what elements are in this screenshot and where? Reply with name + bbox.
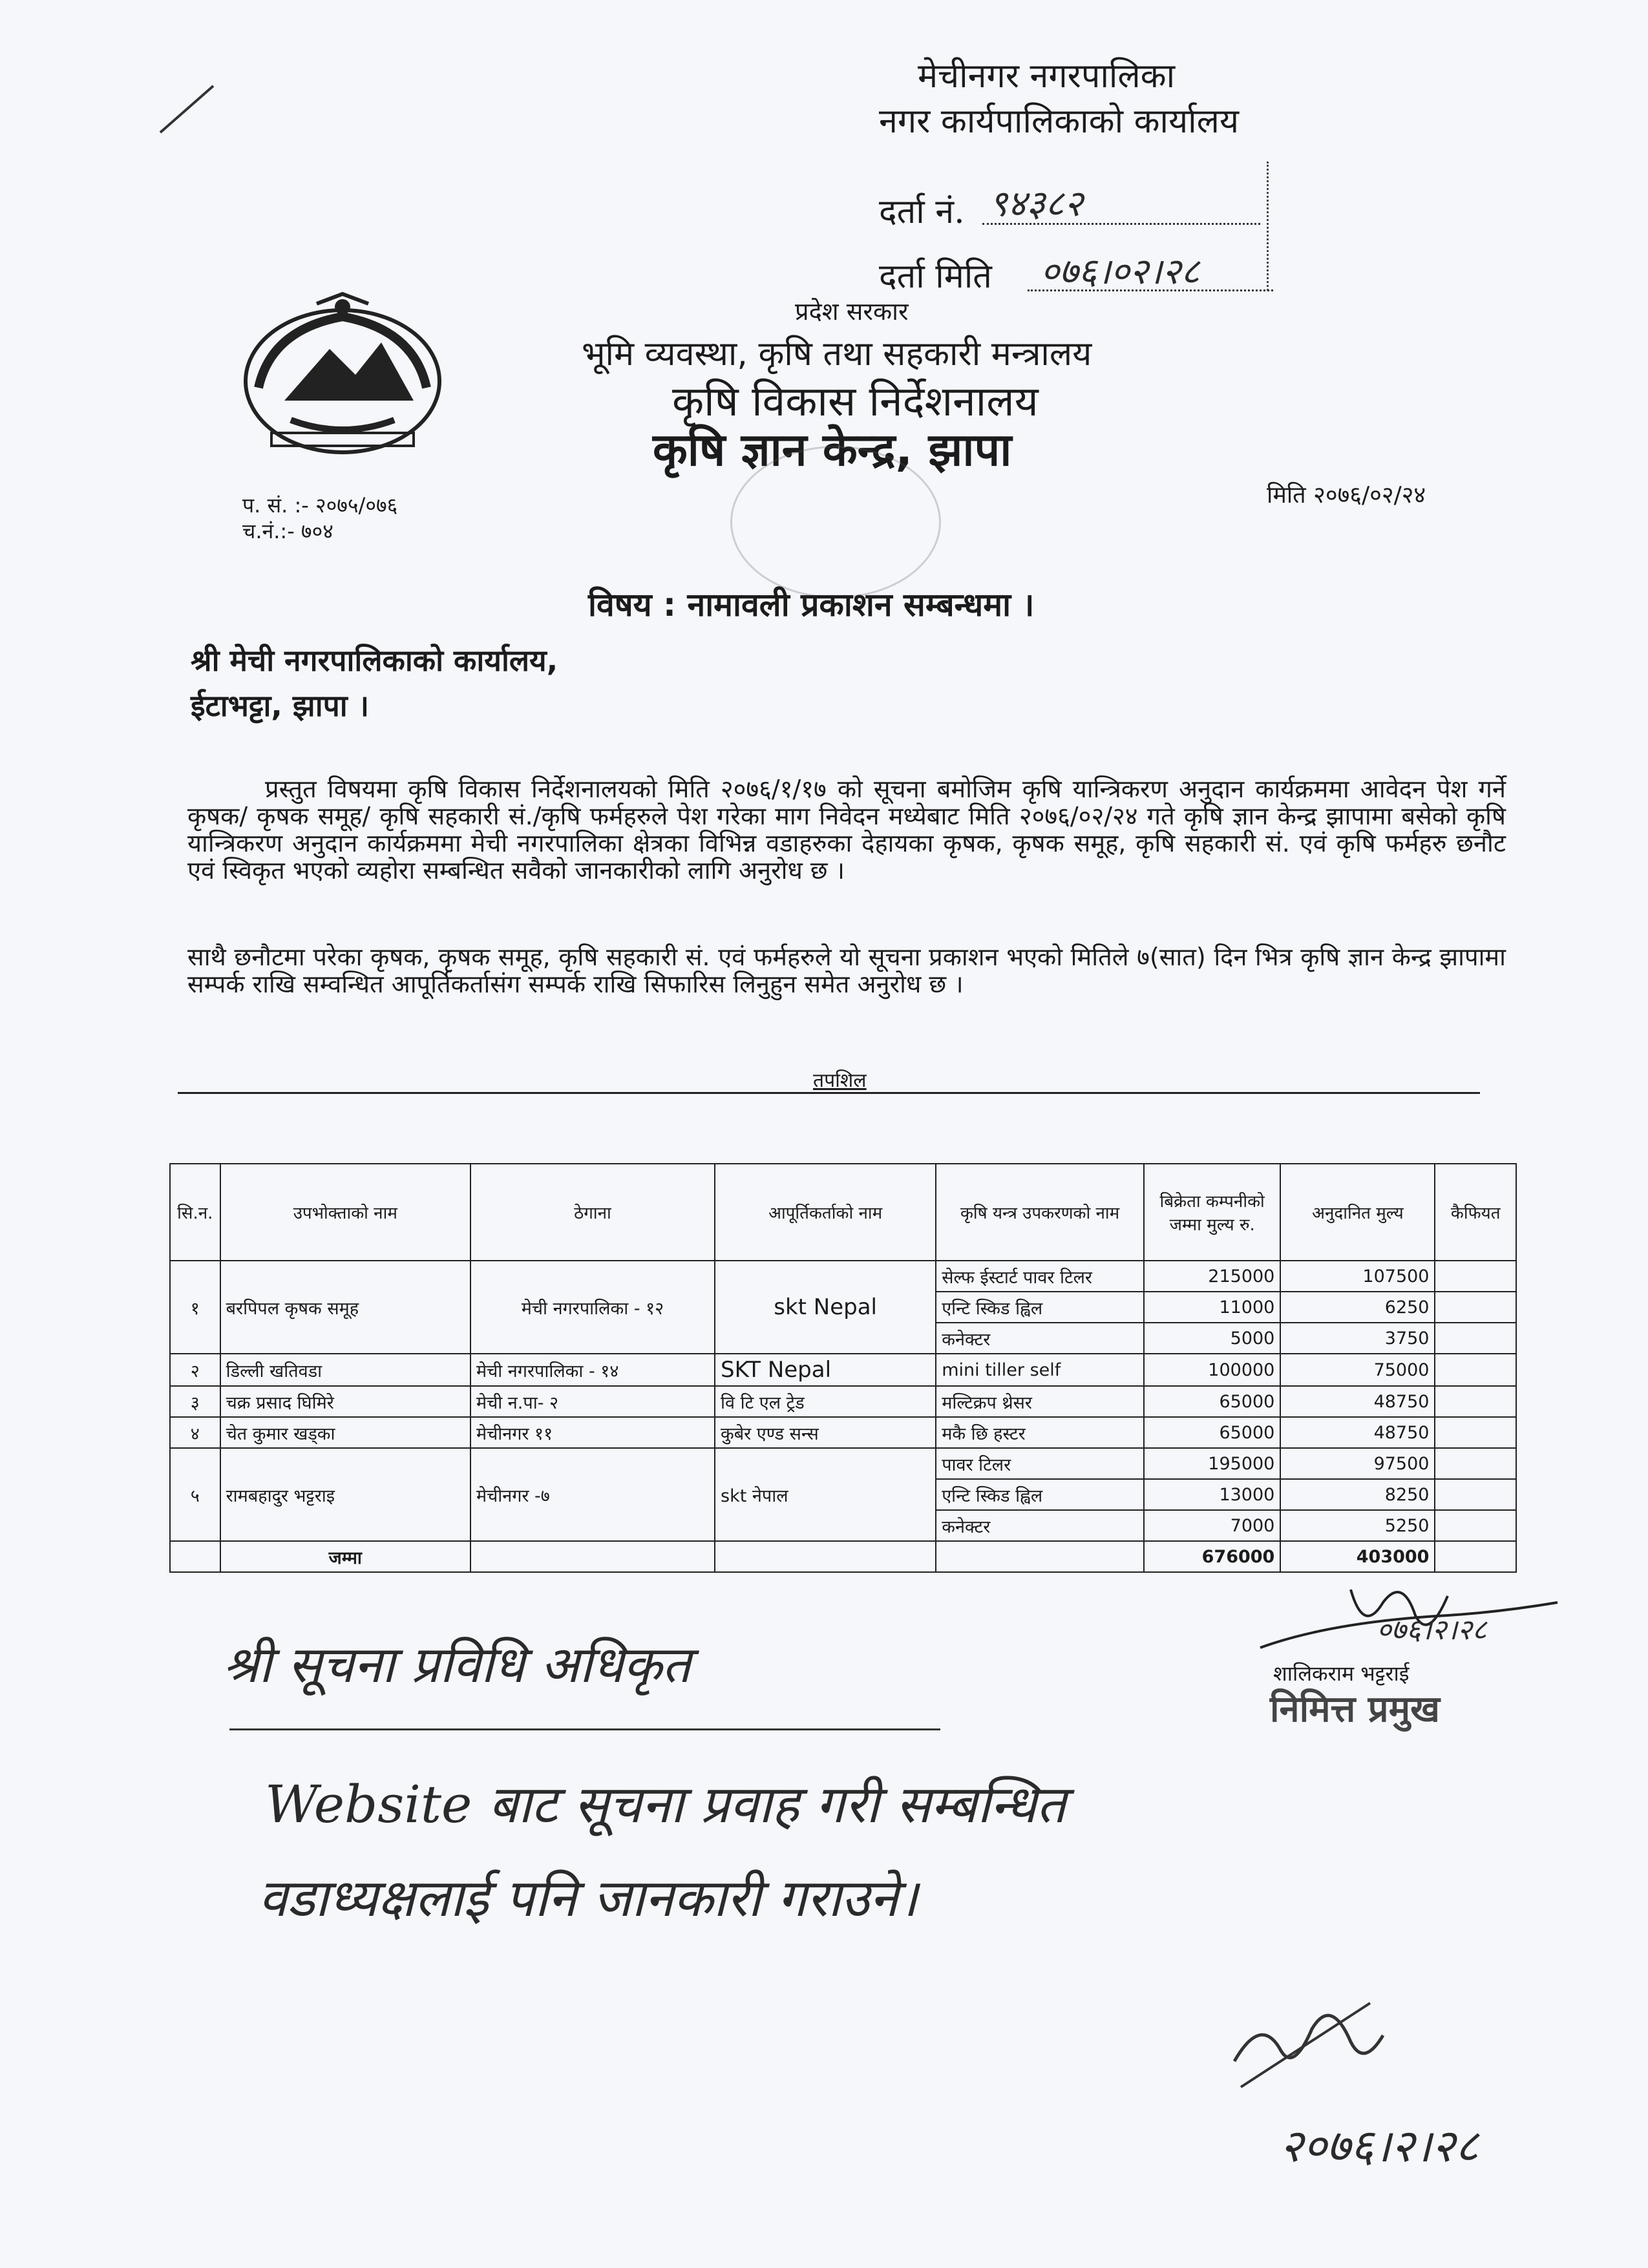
header-subsidy: अनुदानित मुल्य xyxy=(1280,1164,1435,1261)
stamp-darta-date-value: ०७६।०२।२८ xyxy=(1041,251,1200,293)
header-supplier: आपूर्तिकर्ताको नाम xyxy=(715,1164,936,1261)
pen-mark xyxy=(155,81,220,139)
address-line-2: ईटाभट्टा, झापा । xyxy=(191,688,370,723)
selection-table xyxy=(169,1163,1517,1573)
header-equipment: कृषि यन्त्र उपकरणको नाम xyxy=(936,1164,1144,1261)
reference-chn: च.नं.:- ७०४ xyxy=(242,519,333,543)
letter-date: मिति २०७६/०२/२४ xyxy=(1267,482,1426,509)
signature-date: ०७६।२।२८ xyxy=(1377,1613,1487,1646)
signatory-title: निमित्त प्रमुख xyxy=(1270,1688,1440,1730)
divider xyxy=(178,1092,1480,1094)
stamp-line-1: मेचीनगर नगरपालिका xyxy=(918,57,1176,96)
handwritten-note-line-2: Website बाट सूचना प्रवाह गरी सम्बन्धित xyxy=(265,1774,1066,1834)
header-price: बिक्रेता कम्पनीको जम्मा मुल्य रु. xyxy=(1144,1164,1280,1261)
table-row: ४ चेत कुमार खड्का मेचीनगर ११ कुबेर एण्ड सन्स मकै छि हस्टर 65000 48750 xyxy=(170,1417,1516,1448)
table-row: ५ रामबहादुर भट्टराइ मेचीनगर -७ skt नेपाल पावर टिलर 195000 97500 xyxy=(170,1448,1516,1479)
header-line-2: भूमि व्यवस्था, कृषि तथा सहकारी मन्त्रालय xyxy=(582,335,1092,373)
total-label: जम्मा xyxy=(220,1541,470,1572)
table-row: एन्टि स्किड ह्विल 13000 8250 xyxy=(170,1479,1516,1510)
stamp-darta-no-label: दर्ता नं. xyxy=(879,193,965,231)
total-price: 676000 xyxy=(1144,1541,1280,1572)
table-row: ३ चक्र प्रसाद घिमिरे मेची न.पा- २ वि टि एल ट्रेड मल्टिक्रप थ्रेसर 65000 48750 xyxy=(170,1386,1516,1417)
total-subsidy: 403000 xyxy=(1280,1541,1435,1572)
header-address: ठेगाना xyxy=(470,1164,715,1261)
table-header-row xyxy=(170,1164,1516,1261)
body-paragraph-2: साथै छनौटमा परेका कृषक, कृषक समूह, कृषि सहकारी सं. एवं फर्महरुले यो सूचना प्रकाशन भएको मितिले ७(सात) दिन भित्र कृषि ज्ञान केन्द्र झापामा सम्पर्क राखि सम्वन्धित आपूर्तिकर्तासंग सम्पर्क राखि सिफारिस लिनुहुन समेत अनुरोध छ । xyxy=(187,943,1506,998)
office-seal xyxy=(730,446,941,598)
nepal-emblem-icon xyxy=(233,291,452,459)
handwritten-underline xyxy=(229,1728,940,1730)
address-line-1: श्री मेची नगरपालिकाको कार्यालय, xyxy=(191,643,558,678)
header-line-4: कृषि ज्ञान केन्द्र, झापा xyxy=(653,423,1012,476)
body-paragraph-1: प्रस्तुत विषयमा कृषि विकास निर्देशनालयको मिति २०७६/१/१७ को सूचना बमोजिम कृषि यान्त्रिकरण अनुदान कार्यक्रममा आवेदन पेश गर्ने कृषक/ कृषक समूह/ कृषि सहकारी सं./कृषि फर्महरुले पेश गरेका माग निवेदन मध्येबाट मिति २०७६/०२/२४ गते कृषि ज्ञान केन्द्र झापामा बसेको कृषि यान्त्रिकरण अनुदान कार्यक्रममा मेची नगरपालिका क्षेत्रका विभिन्न वडाहरुका देहायका कृषक, कृषक समूह, कृषि सहकारी सं. एवं कृषि फर्महरु छनौट एवं स्विकृत भएको व्यहोरा सम्बन्धित सवैको जानकारीको लागि अनुरोध छ । xyxy=(187,775,1506,885)
handwritten-date: २०७६।२।२८ xyxy=(1280,2119,1479,2172)
stamp-darta-no-value: ९४३८२ xyxy=(989,183,1083,225)
reference-ps: प. सं. :- २०७५/०७६ xyxy=(242,493,398,518)
header-name: उपभोक्ताको नाम xyxy=(220,1164,470,1261)
header-remarks: कैफियत xyxy=(1435,1164,1516,1261)
stamp-darta-date-label: दर्ता मिति xyxy=(879,257,992,296)
header-sn: सि.न. xyxy=(170,1164,220,1261)
table-total-row xyxy=(170,1541,1516,1572)
stamp-line-2: नगर कार्यपालिकाको कार्यालय xyxy=(879,102,1240,141)
table-row: २ डिल्ली खतिवडा मेची नगरपालिका - १४ SKT Nepal mini tiller self 100000 75000 xyxy=(170,1354,1516,1386)
handwritten-note-line-3: वडाध्यक्षलाई पनि जानकारी गराउने। xyxy=(259,1868,918,1928)
handwritten-initials xyxy=(1221,1990,1389,2100)
header-line-1: प्रदेश सरकार xyxy=(795,297,909,326)
handwritten-note-line-1: श्री सूचना प्रविधि अधिकृत xyxy=(223,1636,691,1694)
table-caption: तपशिल xyxy=(813,1069,867,1092)
table-row: १ बरपिपल कृषक समूह मेची नगरपालिका - १२ skt Nepal सेल्फ ईस्टार्ट पावर टिलर 215000 107500 xyxy=(170,1261,1516,1292)
subject-line: विषय : नामावली प्रकाशन सम्बन्धमा । xyxy=(588,586,1035,624)
table-row: एन्टि स्किड ह्विल 11000 6250 xyxy=(170,1292,1516,1323)
registration-stamp xyxy=(879,52,1280,355)
table-row: कनेक्टर 5000 3750 xyxy=(170,1323,1516,1354)
table-row: कनेक्टर 7000 5250 xyxy=(170,1510,1516,1541)
header-line-3: कृषि विकास निर्देशनालय xyxy=(672,378,1039,426)
signatory-name: शालिकराम भट्टराई xyxy=(1273,1661,1410,1686)
